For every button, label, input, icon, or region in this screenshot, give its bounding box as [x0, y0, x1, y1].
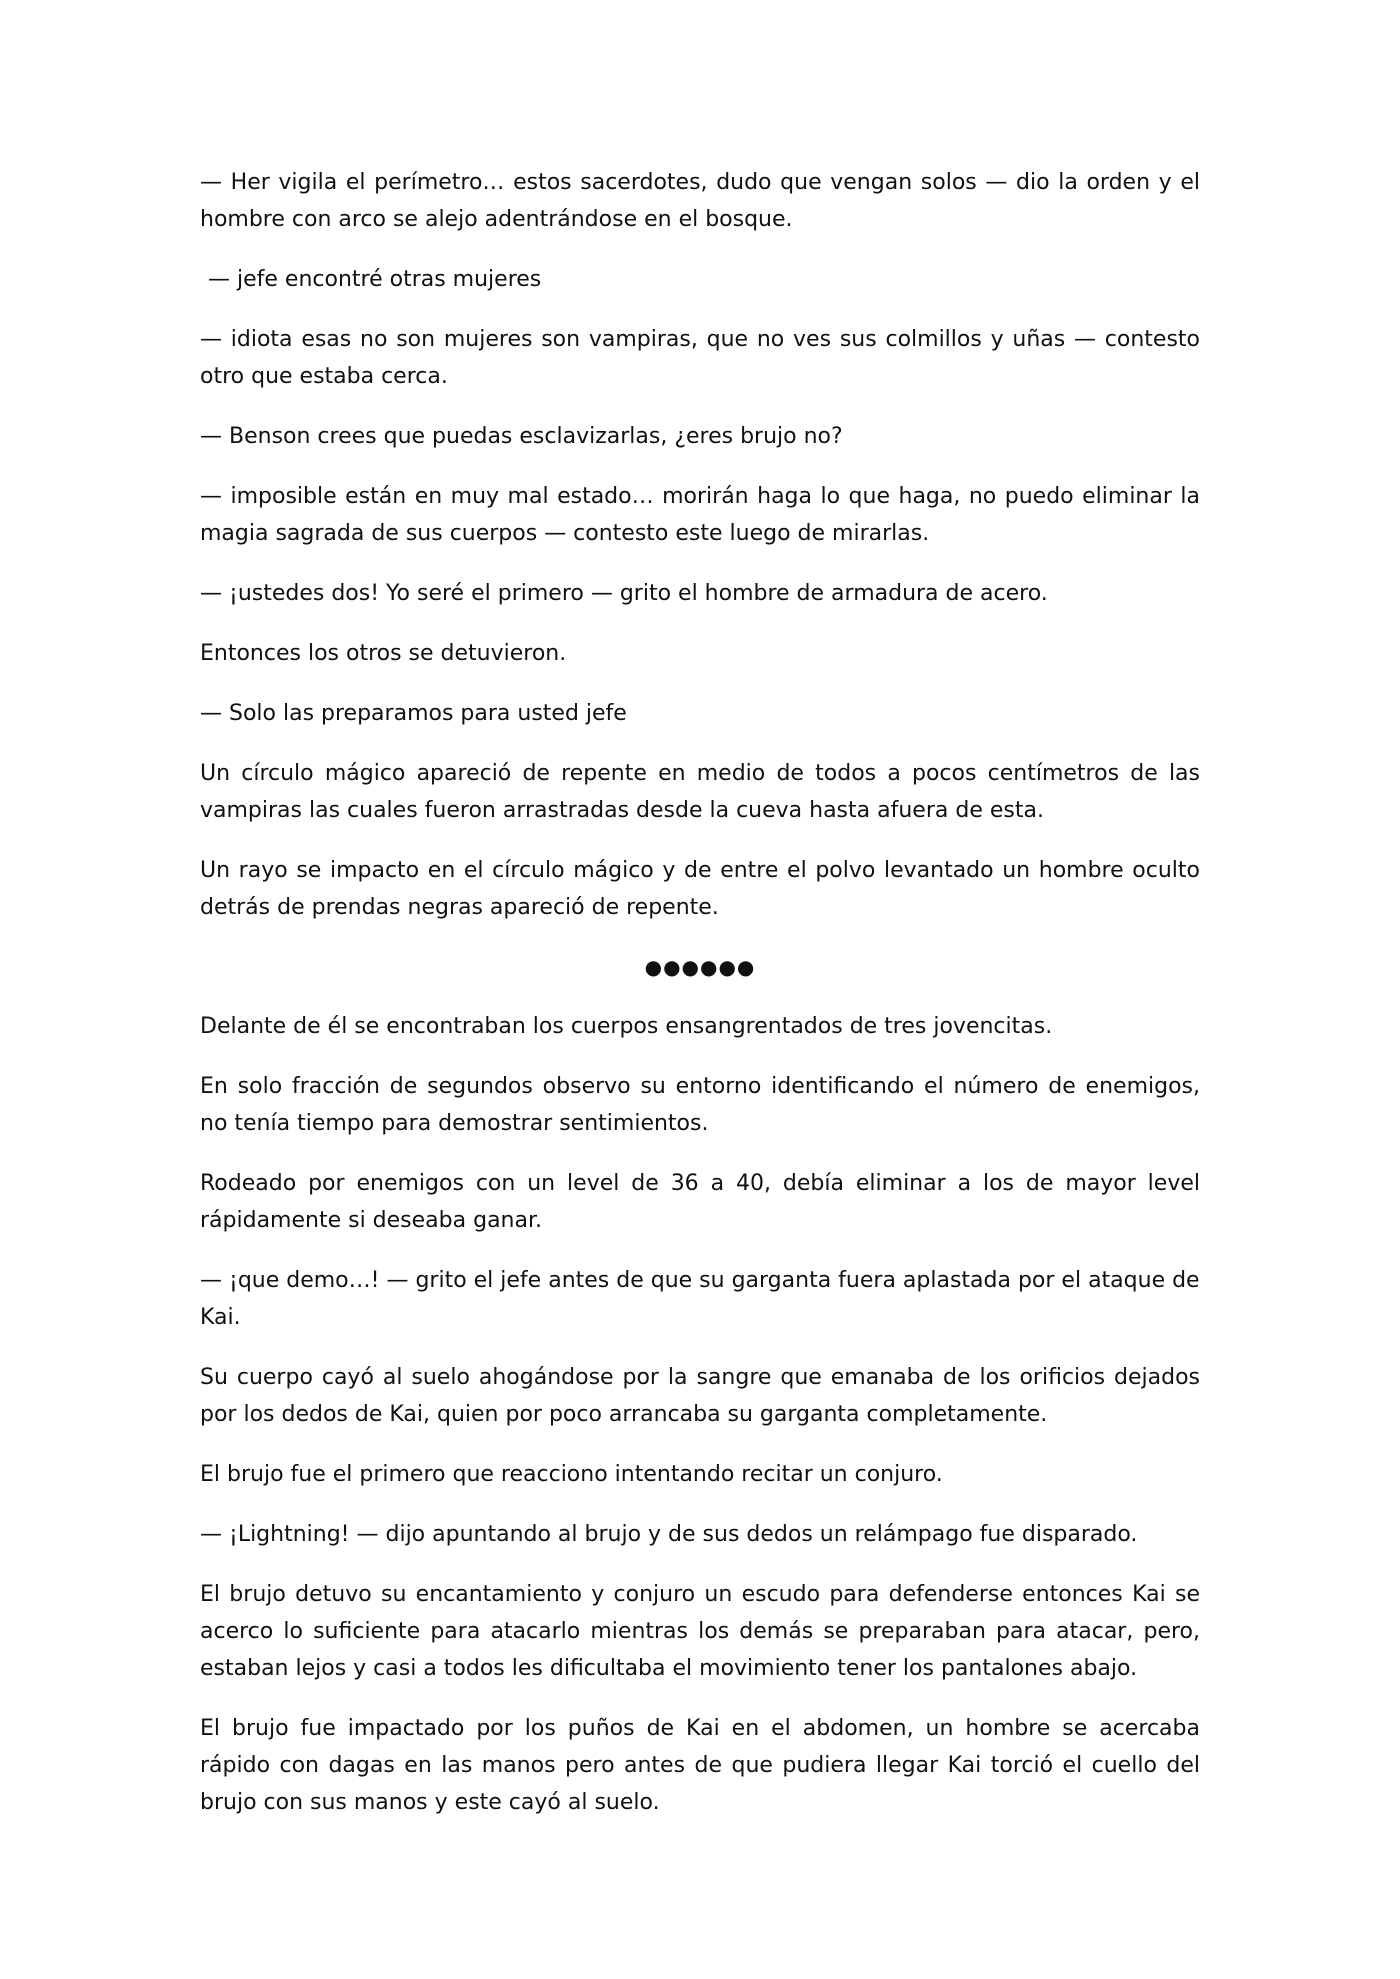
paragraph: El brujo fue impactado por los puños de Kai en el abdomen, un hombre se acercaba rápido con dagas en las manos pero antes de que pudiera llegar Kai torció el cuello del brujo con sus manos y este cayó al suelo.	[200, 1716, 1200, 1815]
paragraph: El brujo detuvo su encantamiento y conjuro un escudo para defenderse entonces Kai se acerco lo suficiente para atacarlo mientras los demás se preparaban para atacar, pero, estaban lejos y casi a todos les dificultaba el movimiento tener los pantalones abajo.	[200, 1582, 1200, 1681]
document-page	[200, 164, 1200, 1844]
paragraph: Delante de él se encontraban los cuerpos ensangrentados de tres jovencitas.	[200, 1014, 1053, 1039]
paragraph: Un rayo se impacto en el círculo mágico y de entre el polvo levantado un hombre oculto detrás de prendas negras apareció de repente.	[200, 858, 1200, 920]
paragraph: El brujo fue el primero que reacciono intentando recitar un conjuro.	[200, 1462, 943, 1487]
paragraph: — ¡Lightning! — dijo apuntando al brujo y de sus dedos un relámpago fue disparado.	[200, 1522, 1138, 1547]
paragraph: — Solo las preparamos para usted jefe	[200, 701, 627, 726]
paragraph: — Benson crees que puedas esclavizarlas, ¿eres brujo no?	[200, 424, 843, 449]
paragraph: Su cuerpo cayó al suelo ahogándose por la sangre que emanaba de los orificios dejados por los dedos de Kai, quien por poco arrancaba su garganta completamente.	[200, 1365, 1200, 1427]
paragraph: — ¡que demo…! — grito el jefe antes de que su garganta fuera aplastada por el ataque de Kai.	[200, 1268, 1200, 1330]
paragraph: Entonces los otros se detuvieron.	[200, 641, 567, 666]
paragraph: — jefe encontré otras mujeres	[208, 267, 542, 292]
paragraph: Rodeado por enemigos con un level de 36 a 40, debía eliminar a los de mayor level rápidamente si deseaba ganar.	[200, 1171, 1200, 1233]
paragraph: — ¡ustedes dos! Yo seré el primero — grito el hombre de armadura de acero.	[200, 581, 1048, 606]
paragraph: En solo fracción de segundos observo su entorno identificando el número de enemigos, no tenía tiempo para demostrar sentimientos.	[200, 1074, 1200, 1136]
paragraph: — Her vigila el perímetro… estos sacerdotes, dudo que vengan solos — dio la orden y el hombre con arco se alejo adentrándose en el bosque.	[200, 170, 1200, 232]
paragraph: Un círculo mágico apareció de repente en medio de todos a pocos centímetros de las vampiras las cuales fueron arrastradas desde la cueva hasta afuera de esta.	[200, 761, 1200, 823]
paragraph: — imposible están en muy mal estado… morirán haga lo que haga, no puedo eliminar la magia sagrada de sus cuerpos — contesto este luego de mirarlas.	[200, 484, 1200, 546]
paragraph: — idiota esas no son mujeres son vampiras, que no ves sus colmillos y uñas — contesto otro que estaba cerca.	[200, 327, 1200, 389]
scene-break-separator: ●●●●●●	[644, 955, 756, 979]
